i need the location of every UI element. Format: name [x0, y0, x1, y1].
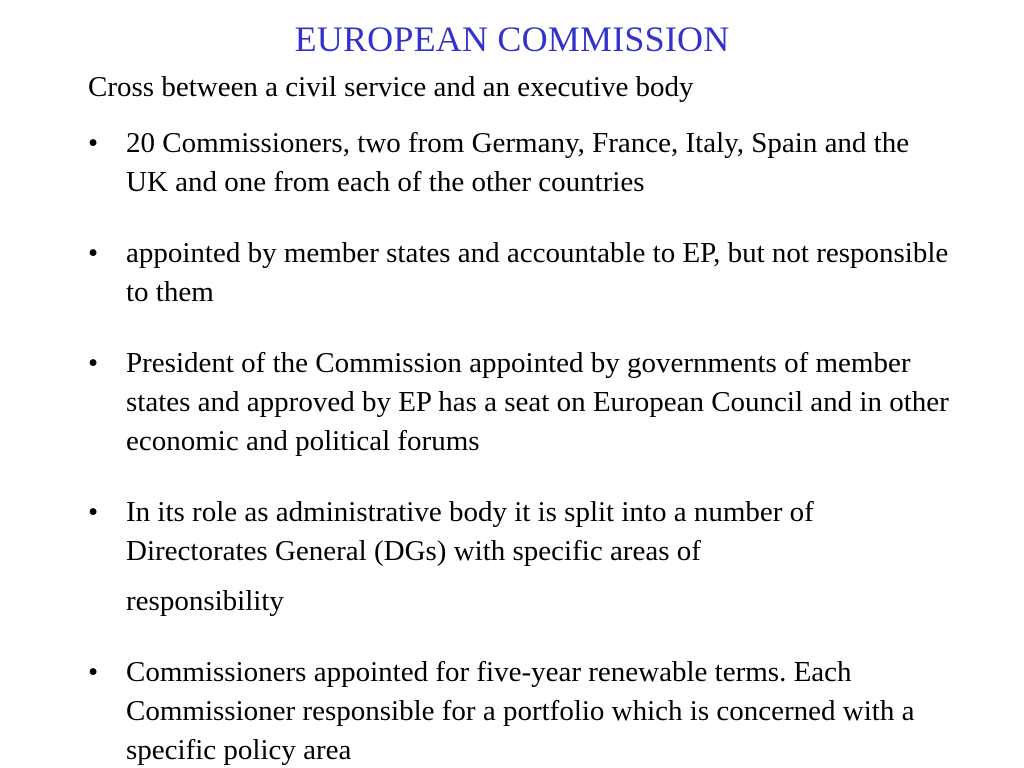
bullet-text-continuation: responsibility: [126, 585, 284, 617]
bullet-text: In its role as administrative body it is split into a number of Directorates General (DGs) with specific areas of: [126, 496, 814, 567]
bullet-icon: •: [88, 127, 99, 159]
bullet-item-president: [88, 344, 958, 461]
slide-subtitle: Cross between a civil service and an executive body: [88, 71, 694, 103]
bullet-item-appointed: [88, 234, 958, 312]
bullet-text: appointed by member states and accountable to EP, but not responsible to them: [126, 237, 949, 308]
slide-title: EUROPEAN COMMISSION: [294, 19, 730, 59]
bullet-icon: •: [88, 496, 99, 528]
bullet-icon: •: [88, 347, 99, 379]
bullet-item-administrative: [88, 493, 958, 621]
bullet-icon: •: [88, 237, 99, 269]
bullet-item-commissioners: [88, 124, 958, 202]
bullet-text: 20 Commissioners, two from Germany, France, Italy, Spain and the UK and one from each of the other countries: [126, 127, 910, 198]
bullet-text: Commissioners appointed for five-year renewable terms. Each Commissioner responsible for a portfolio which is concerned with a specific policy area: [126, 656, 915, 766]
bullet-item-terms: [88, 653, 958, 768]
bullet-list: [88, 124, 958, 768]
bullet-icon: •: [88, 656, 99, 688]
bullet-text: President of the Commission appointed by governments of member states and approved by EP has a seat on European Council and in other economic and political forums: [126, 347, 949, 457]
